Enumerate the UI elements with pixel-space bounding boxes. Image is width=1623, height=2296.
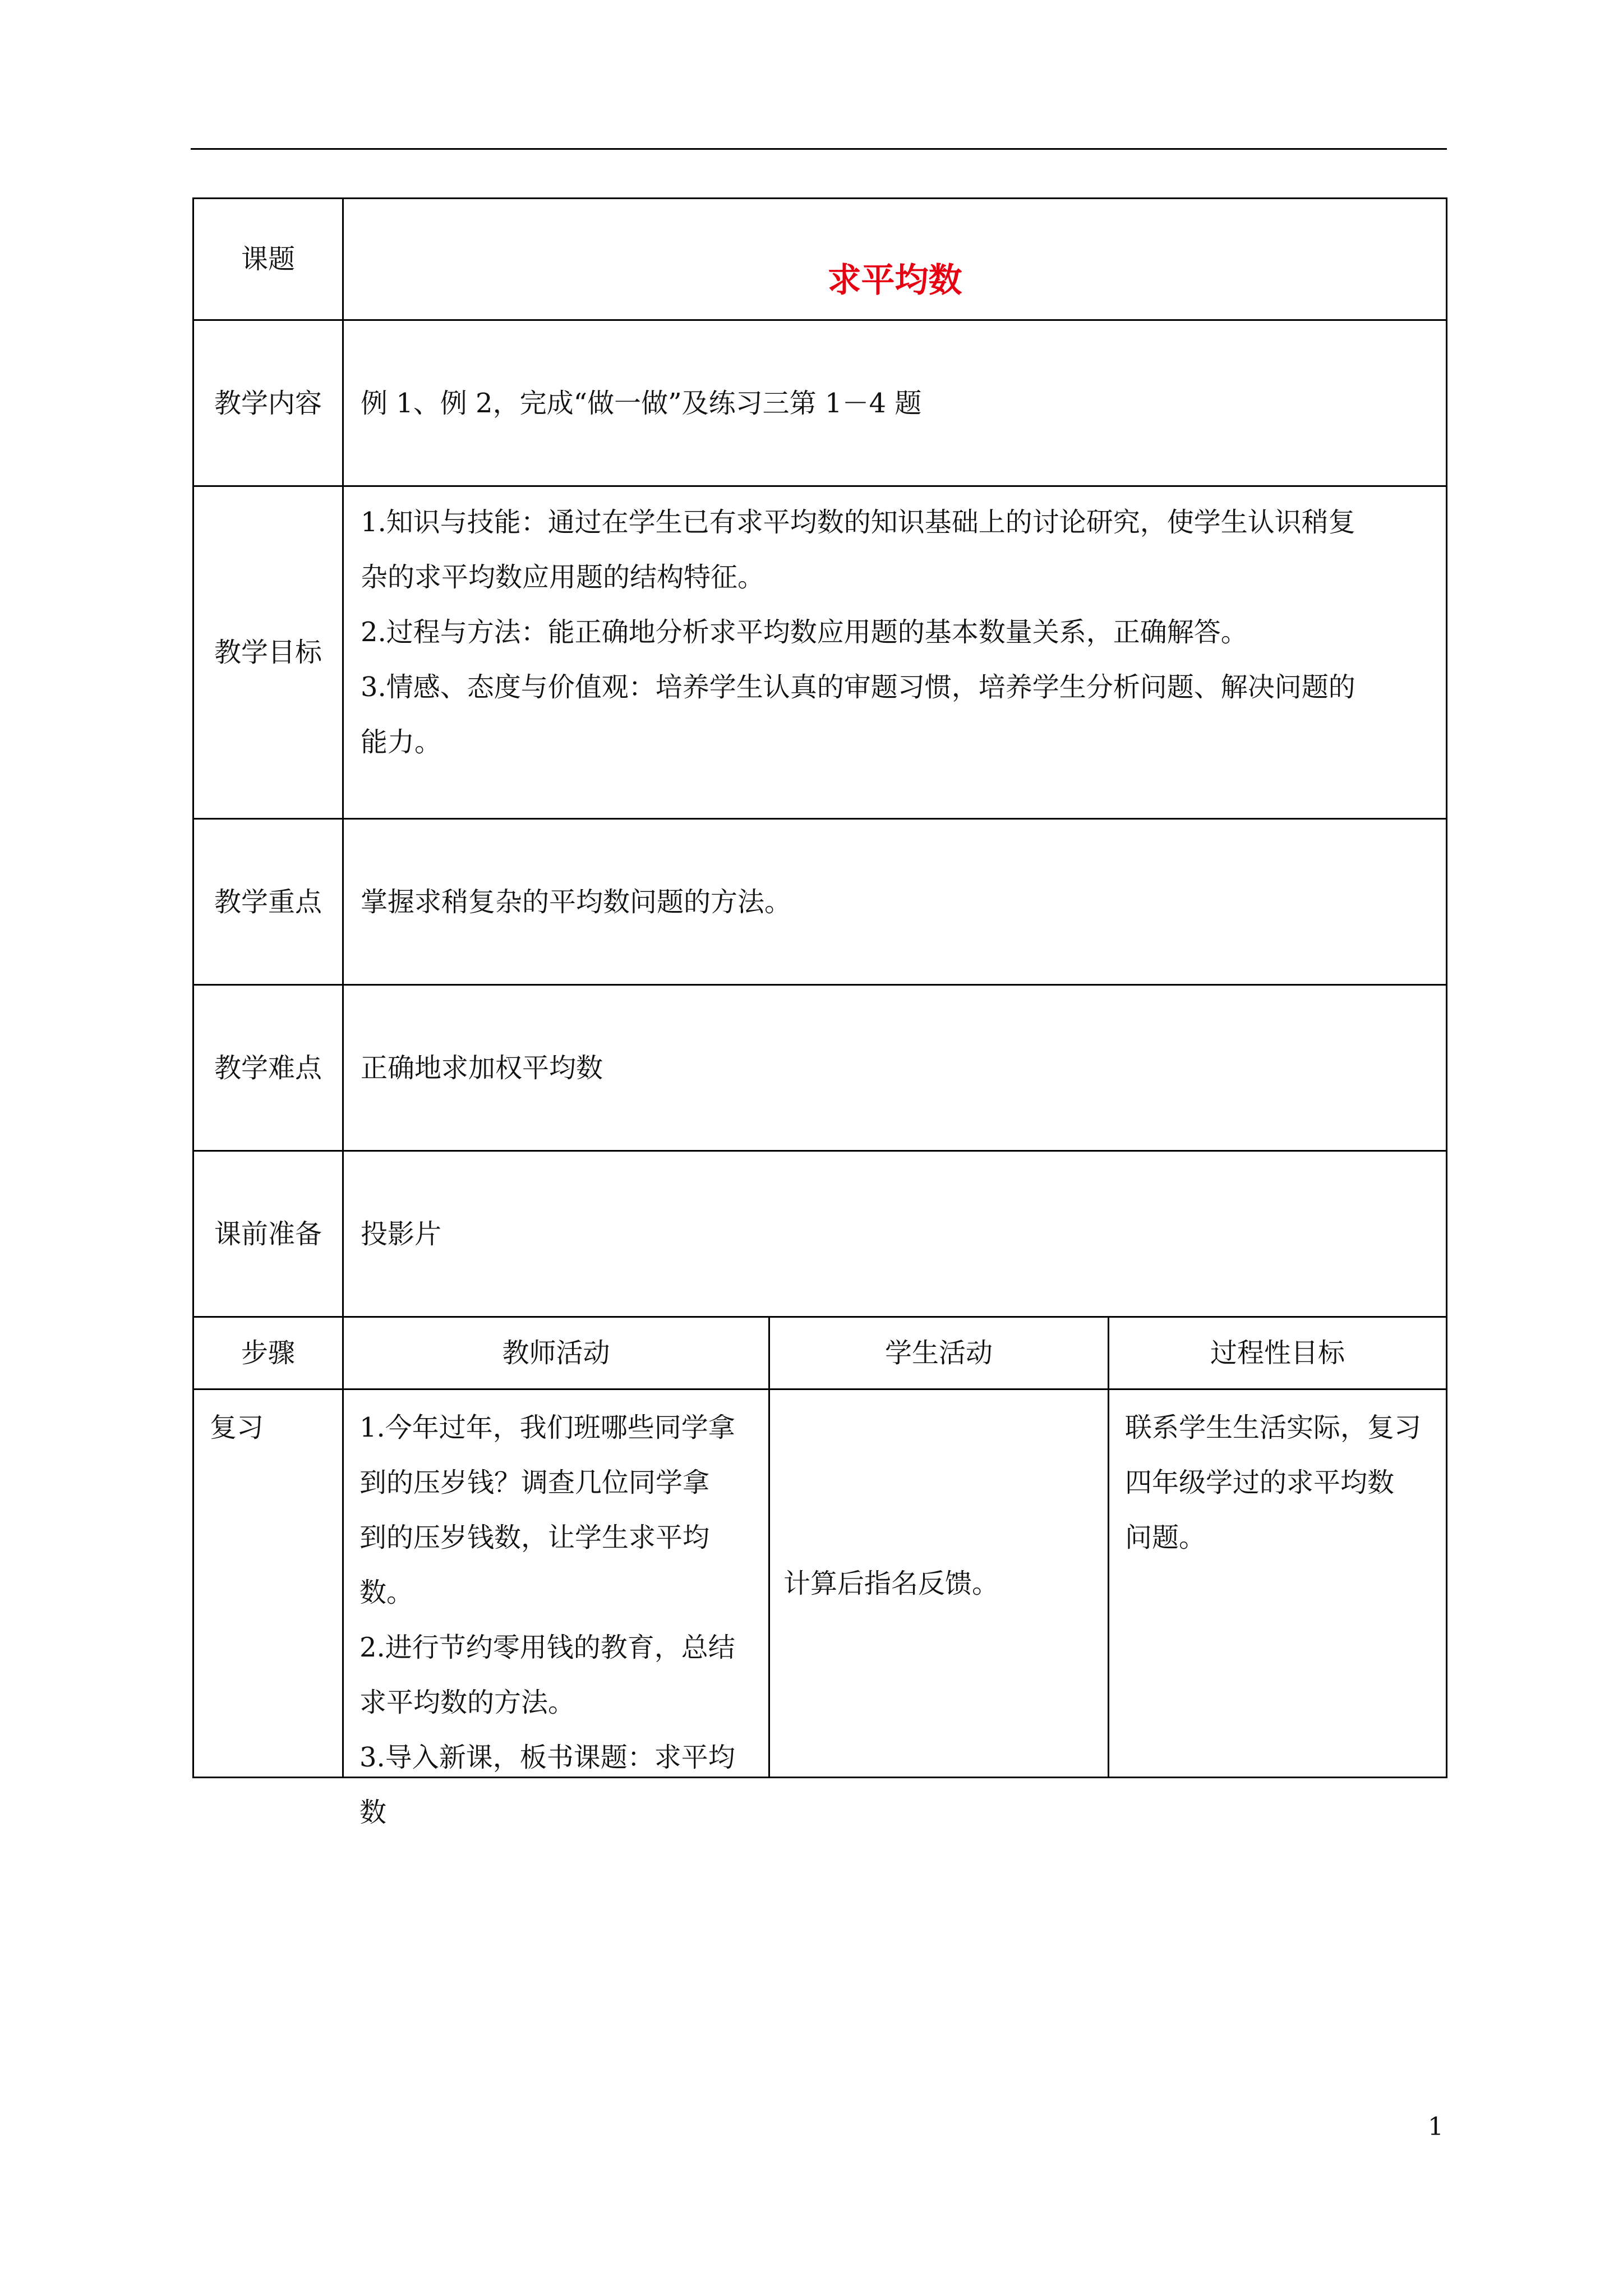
- teacher-activity-line: 3.导入新课，板书课题：求平均: [359, 1742, 735, 1773]
- steps-header: 步骤: [241, 1337, 295, 1369]
- review-goal-cell: [1108, 1388, 1447, 1778]
- teacher-activity-line: 数: [359, 1797, 387, 1828]
- key-points-label-cell: [192, 818, 344, 986]
- teacher-activity-line: 2.进行节约零用钱的教育，总结: [359, 1632, 735, 1663]
- topic-label: 课题: [241, 243, 295, 275]
- topic-label-cell: [192, 197, 344, 321]
- review-teacher-cell: [342, 1388, 770, 1828]
- topic-value-cell: [342, 197, 1447, 321]
- preparation-value-cell: [342, 1150, 1447, 1318]
- student-activity-text: 计算后指名反馈。: [783, 1567, 999, 1599]
- header-rule: [191, 148, 1447, 150]
- process-goal-line: 问题。: [1125, 1522, 1206, 1553]
- goal-header-cell: [1108, 1316, 1447, 1390]
- preparation-label: 课前准备: [214, 1218, 322, 1250]
- key-points-value: 掌握求稍复杂的平均数问题的方法。: [361, 886, 792, 918]
- objectives-label-cell: [192, 485, 344, 820]
- teacher-activity-line: 求平均数的方法。: [359, 1687, 575, 1718]
- preparation-label-cell: [192, 1150, 344, 1318]
- process-goal-header: 过程性目标: [1210, 1337, 1345, 1369]
- lesson-title: 求平均数: [827, 261, 962, 300]
- teacher-activity-line: 1.今年过年，我们班哪些同学拿: [359, 1412, 735, 1443]
- preparation-value: 投影片: [361, 1218, 442, 1250]
- process-goal-line: 四年级学过的求平均数: [1125, 1467, 1395, 1498]
- difficulties-label: 教学难点: [214, 1052, 322, 1084]
- student-header-cell: [768, 1316, 1109, 1390]
- steps-header-cell: [192, 1316, 344, 1390]
- content-value: 例 1、例 2，完成“做一做”及练习三第 1－4 题: [361, 387, 922, 419]
- content-label: 教学内容: [214, 387, 322, 419]
- page-number: 1: [1428, 2113, 1444, 2141]
- review-step-label: 复习: [210, 1412, 264, 1443]
- process-goal-line: 联系学生生活实际，复习: [1125, 1412, 1422, 1443]
- difficulties-value-cell: [342, 984, 1447, 1152]
- review-student-cell: [768, 1388, 1109, 1778]
- teacher-activity-line: 到的压岁钱数，让学生求平均数。: [359, 1522, 710, 1608]
- objectives-value-cell: [342, 485, 1447, 820]
- key-points-value-cell: [342, 818, 1447, 986]
- objective-line: 能力。: [361, 726, 442, 758]
- objective-line: 杂的求平均数应用题的结构特征。: [361, 562, 765, 593]
- objective-line: 2.过程与方法：能正确地分析求平均数应用题的基本数量关系，正确解答。: [361, 616, 1248, 648]
- content-value-cell: [342, 319, 1447, 487]
- teacher-activity-line: 到的压岁钱？调查几位同学拿: [359, 1467, 710, 1498]
- key-points-label: 教学重点: [214, 886, 322, 918]
- student-activity-header: 学生活动: [884, 1337, 993, 1369]
- objective-line: 3.情感、态度与价值观：培养学生认真的审题习惯，培养学生分析问题、解决问题的: [361, 671, 1355, 703]
- content-label-cell: [192, 319, 344, 487]
- teacher-header-cell: [342, 1316, 770, 1390]
- objectives-label: 教学目标: [214, 637, 322, 668]
- review-step-cell: [192, 1388, 344, 1778]
- difficulties-value: 正确地求加权平均数: [361, 1052, 603, 1084]
- difficulties-label-cell: [192, 984, 344, 1152]
- teacher-activity-header: 教师活动: [502, 1337, 610, 1369]
- objective-line: 1.知识与技能：通过在学生已有求平均数的知识基础上的讨论研究，使学生认识稍复: [361, 507, 1355, 538]
